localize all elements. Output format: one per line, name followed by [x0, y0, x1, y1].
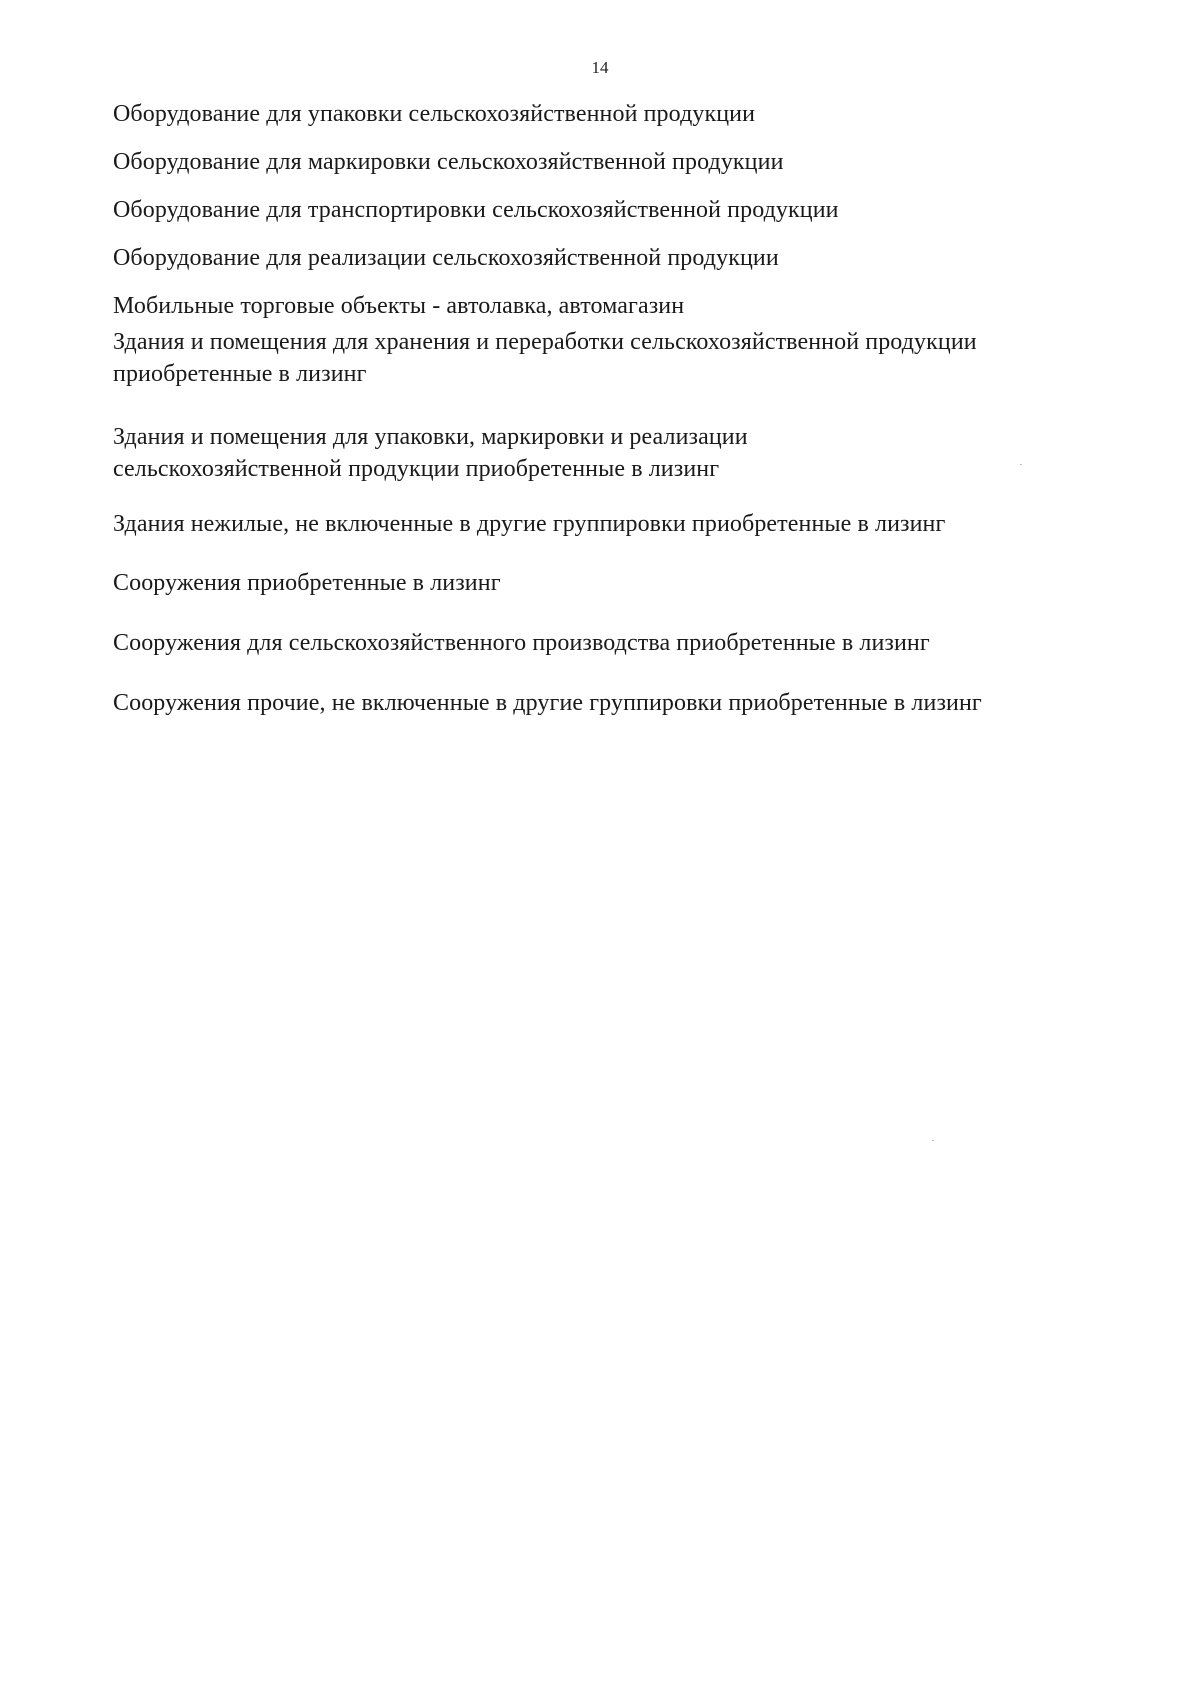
list-item-structures: Сооружения приобретенные в лизинг [113, 570, 501, 596]
list-item-equipment-labeling: Оборудование для маркировки сельскохозяйственной продукции [113, 149, 784, 175]
list-item-equipment-sales: Оборудование для реализации сельскохозяйственной продукции [113, 245, 779, 271]
list-item-structures-agricultural: Сооружения для сельскохозяйственного производства приобретенные в лизинг [113, 630, 930, 656]
list-item-nonresidential-buildings: Здания нежилые, не включенные в другие группировки приобретенные в лизинг [113, 511, 946, 537]
list-item-equipment-packaging: Оборудование для упаковки сельскохозяйственной продукции [113, 101, 756, 127]
list-item-buildings-storage: Здания и помещения для хранения и переработки сельскохозяйственной продукции приобретенные в лизинг [113, 329, 977, 387]
scan-speck [1020, 464, 1022, 465]
list-item-buildings-packaging: Здания и помещения для упаковки, маркировки и реализации сельскохозяйственной продукции приобретенные в лизинг [113, 424, 748, 482]
list-item-structures-other: Сооружения прочие, не включенные в другие группировки приобретенные в лизинг [113, 690, 982, 716]
list-item-mobile-retail: Мобильные торговые объекты - автолавка, автомагазин [113, 293, 685, 319]
list-item-equipment-transport: Оборудование для транспортировки сельскохозяйственной продукции [113, 197, 839, 223]
scan-speck [932, 1140, 934, 1141]
page-number: 14 [591, 58, 609, 77]
